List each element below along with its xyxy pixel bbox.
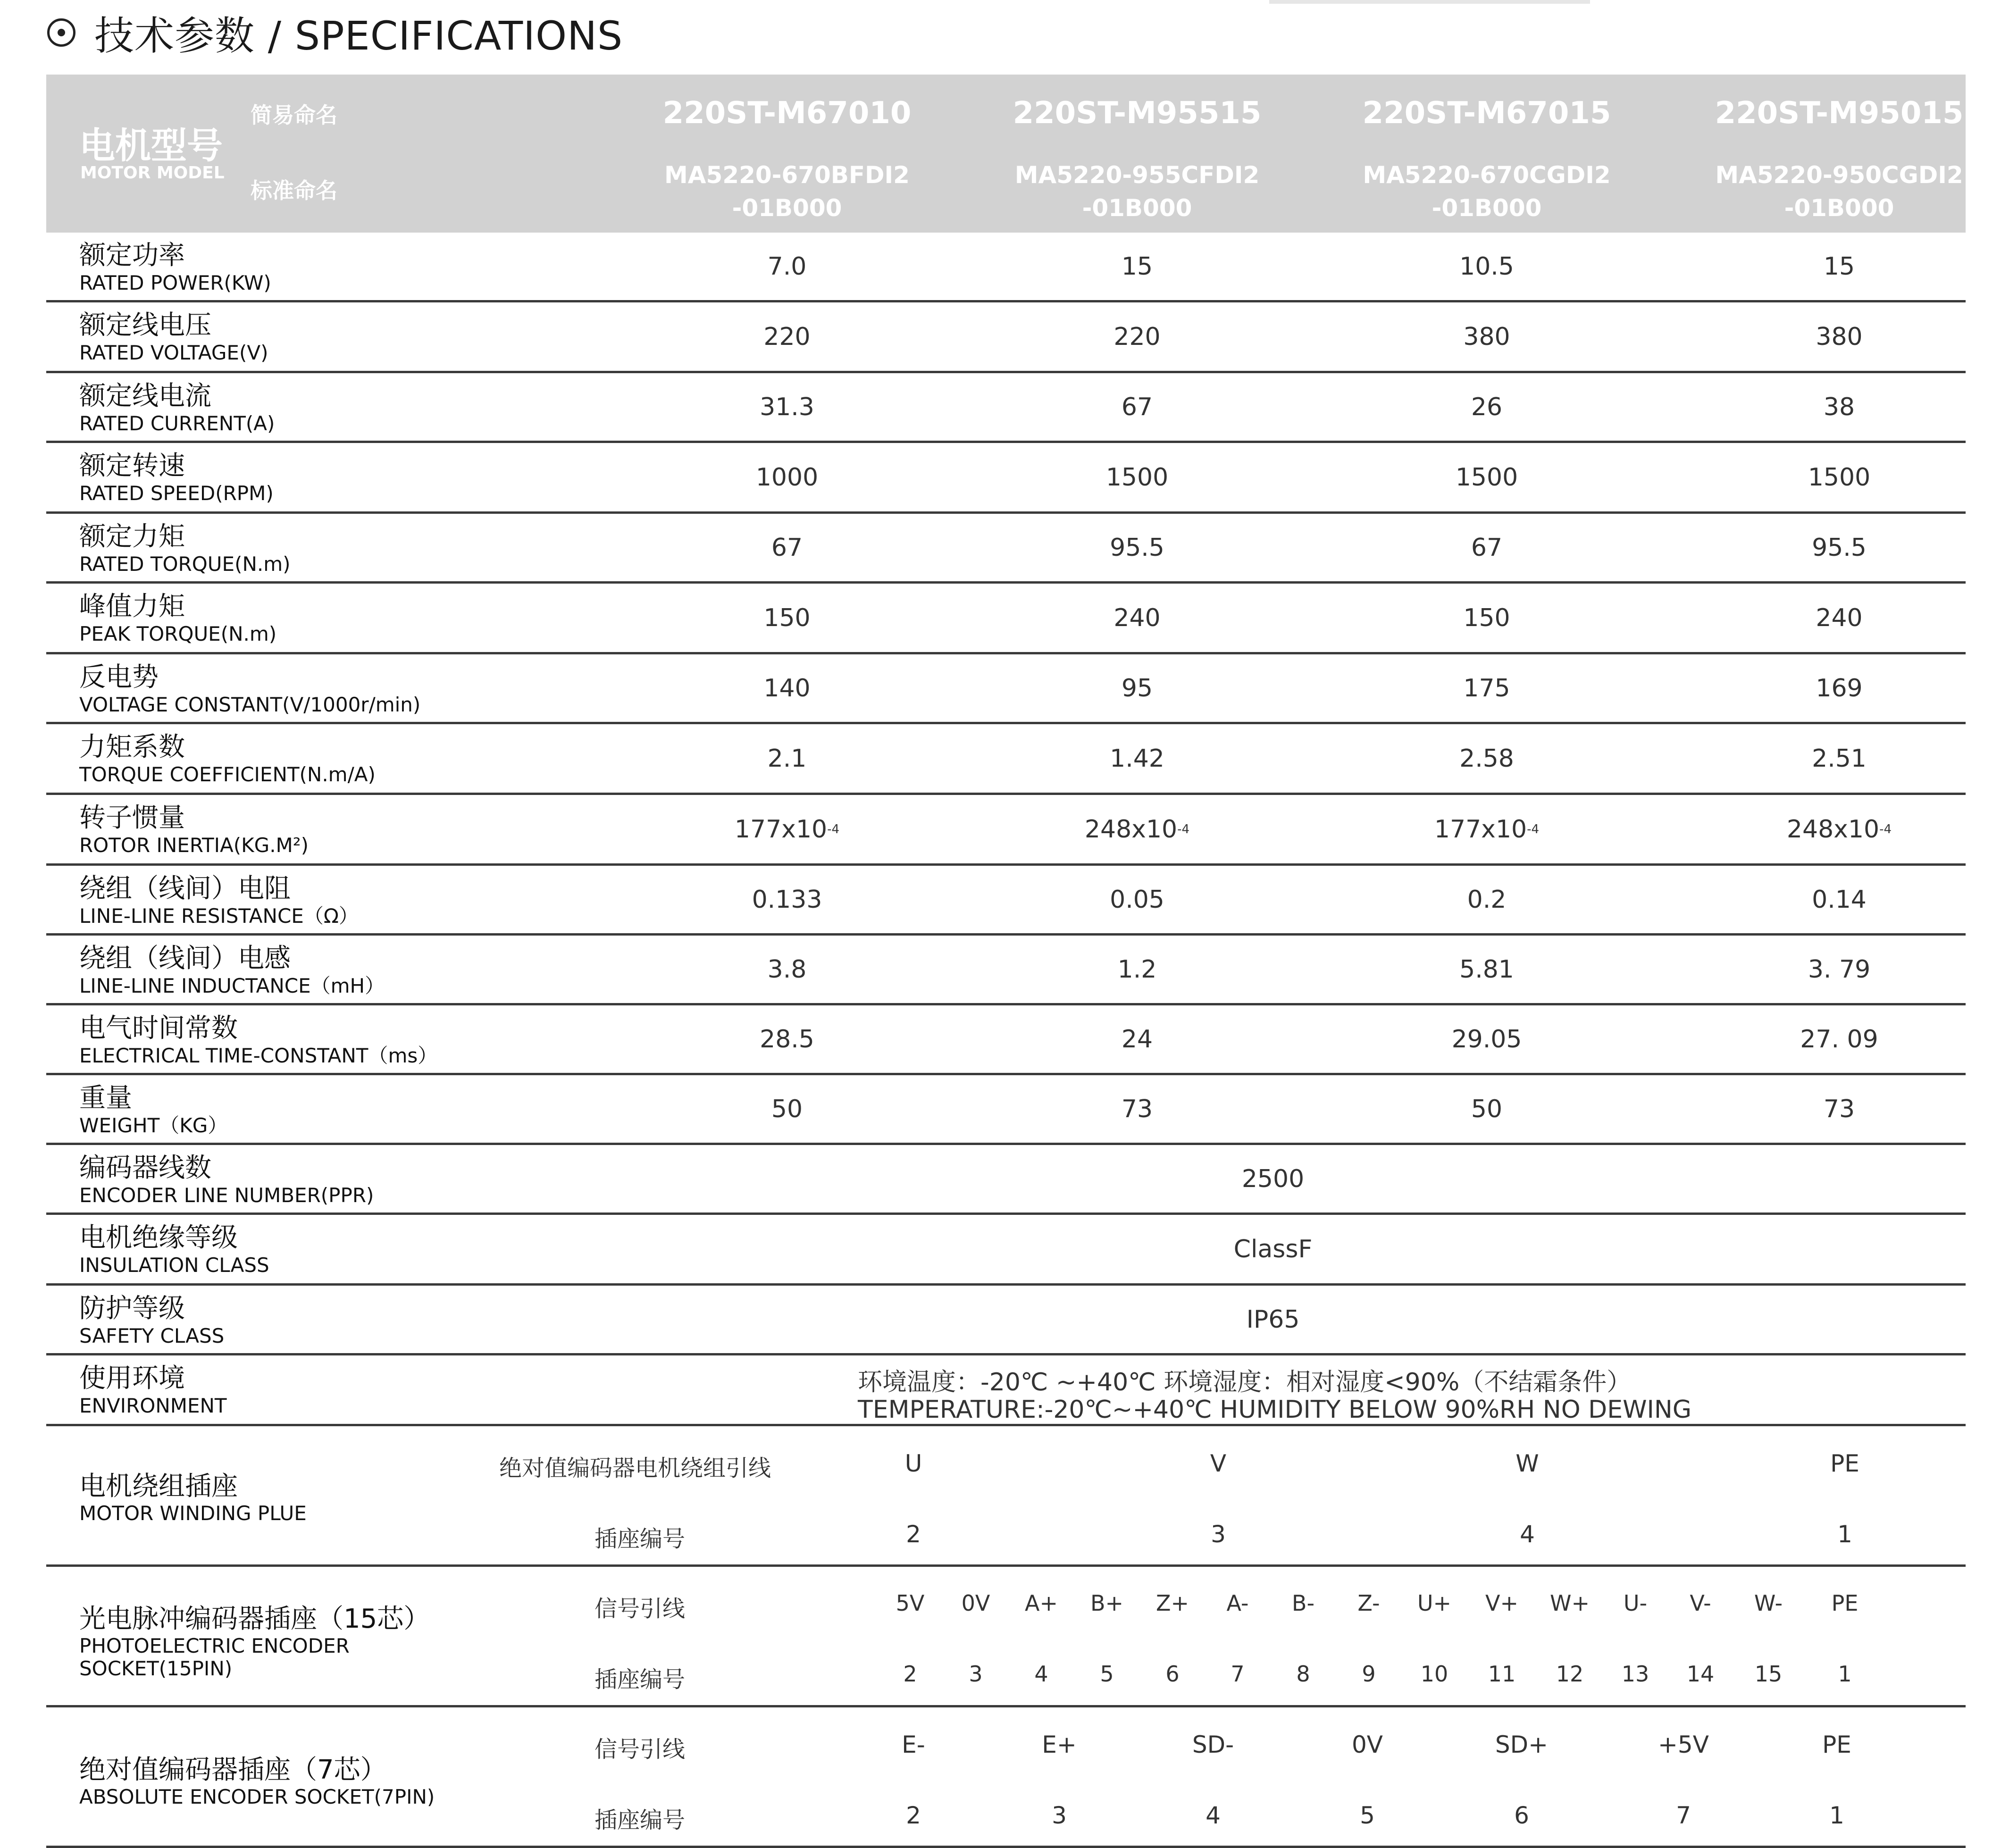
value-cell: 175 (1463, 674, 1510, 702)
value-cell: 2.1 (767, 744, 807, 773)
signal-cell: U+ (1417, 1590, 1452, 1616)
model-std: MA5220-670CGDI2 -01B000 (1363, 161, 1611, 222)
value-cell: 248x10 -4 (1084, 815, 1190, 844)
model-name: 220ST-M95015 (1715, 96, 1964, 131)
row-label: 转子惯量 ROTOR INERTIA(KG.M²) (79, 803, 309, 857)
target-circle-icon (47, 18, 75, 47)
signal-cell: A+ (1024, 1590, 1058, 1616)
value-cell: 26 (1471, 393, 1503, 421)
signal-cell: W+ (1549, 1590, 1590, 1616)
table-row (46, 1145, 1966, 1215)
table-row (46, 654, 1966, 724)
row-label: 电机绕组插座 MOTOR WINDING PLUE (79, 1471, 307, 1525)
signal-cell: PE (1831, 1590, 1859, 1616)
row-label: 光电脉冲编码器插座（15芯） PHOTOELECTRIC ENCODER SOCKET(15PIN) (79, 1604, 430, 1680)
table-row (46, 233, 1966, 302)
value-cell: 169 (1816, 674, 1863, 702)
value-cell: 150 (763, 603, 811, 632)
pin-cell: 2 (906, 1521, 921, 1548)
winding-sub-pin: 插座编号 (594, 1526, 686, 1552)
pin-cell: 3 (969, 1661, 983, 1687)
table-row (46, 1286, 1966, 1355)
signal-cell: Z+ (1155, 1590, 1189, 1616)
signal-cell: SD- (1192, 1731, 1234, 1758)
value-cell: 2.51 (1812, 744, 1867, 773)
table-row (46, 1215, 1966, 1286)
environment-text: 环境温度：-20℃ ~+40℃ 环境湿度：相对湿度<90%（不结霜条件） TEMPERATURE:-20℃~+40℃ HUMIDITY BELOW 90%RH NO DEWING (858, 1368, 1692, 1424)
table-row (46, 1005, 1966, 1075)
table-row (46, 724, 1966, 795)
pin-cell: 2 (903, 1661, 917, 1687)
table-row (46, 1075, 1966, 1145)
winding-sub-signal: 绝对值编码器电机绕组引线 (499, 1455, 771, 1481)
signal-cell: V (1210, 1450, 1227, 1477)
pin-cell: 11 (1488, 1661, 1516, 1687)
pin-cell: 12 (1556, 1661, 1584, 1687)
value-cell: 38 (1823, 393, 1855, 421)
title-text: 技术参数 / SPECIFICATIONS (94, 12, 623, 59)
value-cell: 31.3 (760, 393, 814, 421)
row-label: 额定线电压 RATED VOLTAGE(V) (79, 310, 268, 364)
top-decor-line (1269, 0, 1590, 4)
row-label: 额定转速 RATED SPEED(RPM) (79, 451, 274, 505)
pin-cell: 8 (1296, 1661, 1310, 1687)
value-cell: 95.5 (1110, 533, 1164, 562)
table-header (46, 75, 1966, 233)
signal-cell: 0V (1351, 1731, 1383, 1758)
signal-cell: W (1515, 1450, 1539, 1477)
pin-cell: 1 (1837, 1521, 1852, 1548)
pin-cell: 3 (1211, 1521, 1226, 1548)
model-std: MA5220-950CGDI2 -01B000 (1715, 161, 1963, 222)
row-label: 绕组（线间）电感 LINE-LINE INDUCTANCE（mH） (79, 943, 385, 997)
table-row (46, 302, 1966, 373)
standard-name-label: 标准命名 (251, 178, 337, 203)
pin-cell: 4 (1206, 1802, 1221, 1829)
row-label: 防护等级 SAFETY CLASS (79, 1293, 225, 1347)
signal-cell: PE (1822, 1731, 1851, 1758)
signal-cell: A- (1226, 1590, 1249, 1616)
row-label: 额定力矩 RATED TORQUE(N.m) (79, 521, 291, 576)
signal-cell: E- (902, 1731, 925, 1758)
row-label: 反电势 VOLTAGE CONSTANT(V/1000r/min) (79, 662, 421, 716)
pin-cell: 6 (1514, 1802, 1529, 1829)
row-label: 电机绝缘等级 INSULATION CLASS (79, 1222, 269, 1277)
value-cell: 7.0 (767, 252, 807, 281)
value-cell: 24 (1121, 1025, 1153, 1054)
value-cell: 240 (1816, 603, 1863, 632)
value-cell: 50 (771, 1095, 803, 1123)
value-cell: 1.42 (1110, 744, 1164, 773)
model-std: MA5220-670BFDI2 -01B000 (664, 161, 910, 222)
winding-plug-row (46, 1426, 1966, 1567)
pin-cell: 4 (1520, 1521, 1535, 1548)
row-label: 使用环境 ENVIRONMENT (79, 1363, 227, 1417)
row-label: 峰值力矩 PEAK TORQUE(N.m) (79, 591, 277, 645)
table-row (46, 936, 1966, 1005)
value-cell: 1500 (1455, 463, 1518, 492)
pin-cell: 13 (1621, 1661, 1649, 1687)
value-cell: 177x10 -4 (734, 815, 840, 844)
pin-cell: 2 (906, 1802, 921, 1829)
signal-cell: B+ (1090, 1590, 1124, 1616)
value-cell: 1500 (1105, 463, 1169, 492)
pin-cell: 4 (1034, 1661, 1048, 1687)
table-row (46, 373, 1966, 443)
short-name-label: 简易命名 (251, 102, 337, 128)
row-label: 额定功率 RATED POWER(KW) (79, 240, 271, 294)
value-cell: 2.58 (1459, 744, 1514, 773)
signal-cell: U (904, 1450, 922, 1477)
table-row (46, 443, 1966, 514)
value-cell: 95 (1121, 674, 1153, 702)
row-label: 编码器线数 ENCODER LINE NUMBER(PPR) (79, 1153, 374, 1207)
row-label: 电气时间常数 ELECTRICAL TIME-CONSTANT（ms） (79, 1013, 438, 1067)
signal-cell: V- (1690, 1590, 1711, 1616)
motor-model-cn: 电机型号 (79, 125, 223, 167)
model-name: 220ST-M67015 (1362, 96, 1611, 131)
value-cell: 95.5 (1812, 533, 1867, 562)
value-cell: 10.5 (1459, 252, 1514, 281)
value-cell: 0.133 (752, 885, 822, 914)
value-cell: 177x10 -4 (1434, 815, 1540, 844)
value-cell: 0.2 (1467, 885, 1507, 914)
signal-cell: 0V (961, 1590, 990, 1616)
value-cell: 140 (763, 674, 811, 702)
encoder7-plug-row (46, 1707, 1966, 1848)
value-cell: 1500 (1808, 463, 1871, 492)
signal-cell: 5V (896, 1590, 925, 1616)
pin-cell: 10 (1420, 1661, 1448, 1687)
enc15-sub-signal: 信号引线 (594, 1596, 686, 1622)
value-cell: 27. 09 (1800, 1025, 1878, 1054)
table-row (46, 584, 1966, 654)
value-cell: 1000 (755, 463, 819, 492)
value-cell: 380 (1463, 322, 1510, 351)
table-row (46, 866, 1966, 936)
span-value: IP65 (1246, 1305, 1300, 1334)
table-row (46, 795, 1966, 866)
model-name: 220ST-M95515 (1013, 96, 1262, 131)
pin-cell: 1 (1829, 1802, 1844, 1829)
signal-cell: E+ (1042, 1731, 1077, 1758)
table-row (46, 514, 1966, 584)
value-cell: 380 (1816, 322, 1863, 351)
model-name: 220ST-M67010 (662, 96, 912, 131)
signal-cell: +5V (1658, 1731, 1709, 1758)
motor-model-en: MOTOR MODEL (80, 163, 225, 183)
span-value: 2500 (1241, 1164, 1305, 1193)
signal-cell: W- (1754, 1590, 1783, 1616)
value-cell: 67 (1471, 533, 1503, 562)
pin-cell: 15 (1754, 1661, 1783, 1687)
value-cell: 67 (771, 533, 803, 562)
environment-row (46, 1355, 1966, 1426)
signal-cell: PE (1830, 1450, 1859, 1477)
pin-cell: 7 (1676, 1802, 1691, 1829)
value-cell: 29.05 (1451, 1025, 1522, 1054)
enc15-sub-pin: 插座编号 (594, 1666, 686, 1693)
value-cell: 3.8 (767, 955, 807, 984)
signal-cell: V+ (1485, 1590, 1518, 1616)
pin-cell: 1 (1838, 1661, 1852, 1687)
value-cell: 15 (1823, 252, 1855, 281)
value-cell: 5.81 (1459, 955, 1514, 984)
row-label: 重量 WEIGHT（KG） (79, 1083, 228, 1137)
pin-cell: 3 (1052, 1802, 1067, 1829)
value-cell: 1.2 (1117, 955, 1157, 984)
value-cell: 248x10 -4 (1786, 815, 1892, 844)
row-label: 绕组（线间）电阻 LINE-LINE RESISTANCE（Ω） (79, 873, 359, 928)
value-cell: 67 (1121, 393, 1153, 421)
row-label: 额定线电流 RATED CURRENT(A) (79, 381, 275, 435)
signal-cell: U- (1623, 1590, 1648, 1616)
value-cell: 220 (1114, 322, 1161, 351)
section-title (47, 7, 623, 59)
pin-cell: 5 (1360, 1802, 1375, 1829)
value-cell: 50 (1471, 1095, 1503, 1123)
enc7-sub-signal: 信号引线 (594, 1736, 686, 1763)
value-cell: 220 (763, 322, 811, 351)
span-value: ClassF (1233, 1235, 1313, 1263)
enc7-sub-pin: 插座编号 (594, 1807, 686, 1833)
value-cell: 28.5 (760, 1025, 814, 1054)
pin-cell: 14 (1686, 1661, 1715, 1687)
value-cell: 240 (1114, 603, 1161, 632)
value-cell: 0.14 (1812, 885, 1867, 914)
signal-cell: SD+ (1495, 1731, 1549, 1758)
model-std: MA5220-955CFDI2 -01B000 (1014, 161, 1260, 222)
value-cell: 3. 79 (1808, 955, 1871, 984)
spec-table (46, 75, 1966, 1848)
pin-cell: 6 (1165, 1661, 1180, 1687)
value-cell: 73 (1121, 1095, 1153, 1123)
row-label: 力矩系数 TORQUE COEFFICIENT(N.m/A) (79, 732, 376, 786)
signal-cell: B- (1291, 1590, 1315, 1616)
row-label: 绝对值编码器插座（7芯） ABSOLUTE ENCODER SOCKET(7PIN) (79, 1755, 435, 1808)
value-cell: 15 (1121, 252, 1153, 281)
pin-cell: 5 (1100, 1661, 1114, 1687)
encoder15-plug-row (46, 1567, 1966, 1707)
value-cell: 150 (1463, 603, 1510, 632)
value-cell: 0.05 (1110, 885, 1164, 914)
pin-cell: 7 (1231, 1661, 1245, 1687)
pin-cell: 9 (1362, 1661, 1376, 1687)
signal-cell: Z- (1357, 1590, 1380, 1616)
value-cell: 73 (1823, 1095, 1855, 1123)
